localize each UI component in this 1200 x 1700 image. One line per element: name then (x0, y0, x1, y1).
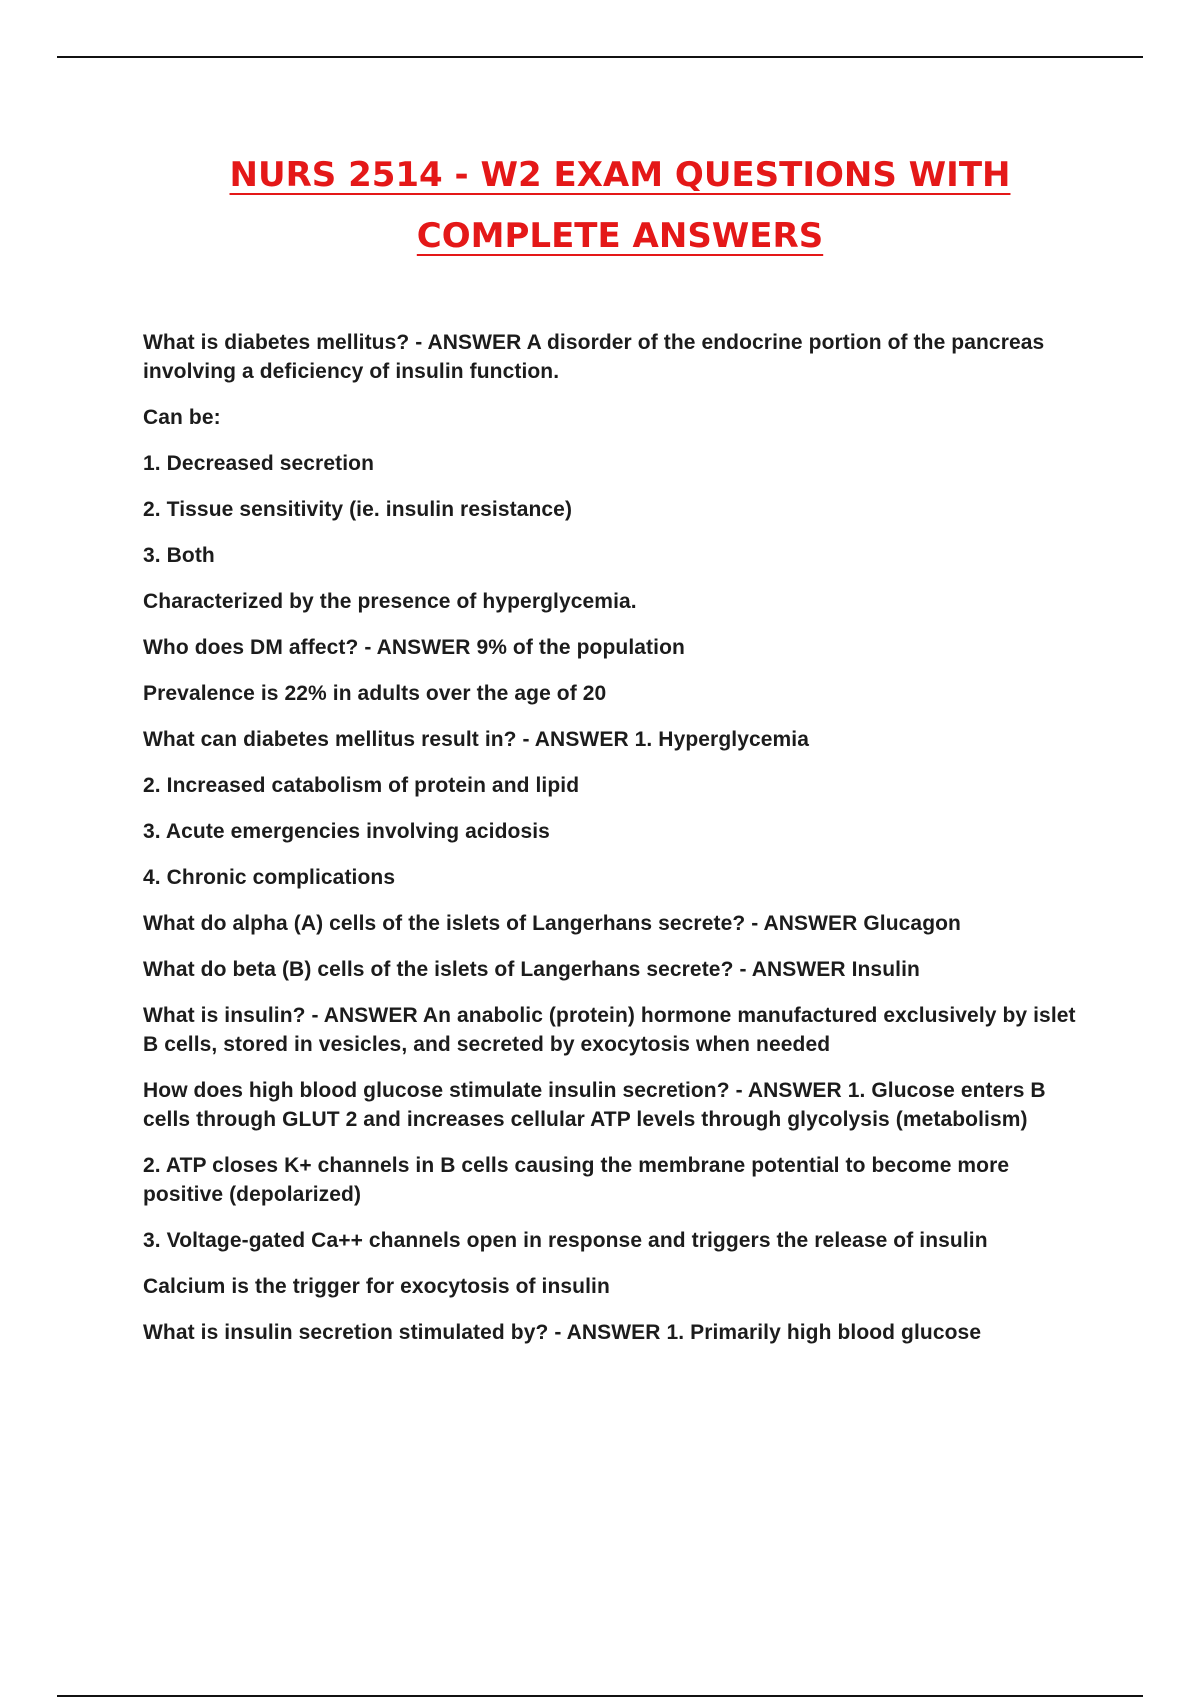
paragraph-characterized: Characterized by the presence of hyperglycemia. (143, 590, 637, 613)
paragraph-calcium-trigger: Calcium is the trigger for exocytosis of insulin (143, 1275, 610, 1298)
question-alpha-cells: What do alpha (A) cells of the islets of Langerhans secrete? - ANSWER Glucagon (143, 912, 961, 935)
question-beta-cells: What do beta (B) cells of the islets of Langerhans secrete? - ANSWER Insulin (143, 958, 920, 981)
list-item: 2. Increased catabolism of protein and lipid (143, 774, 580, 797)
title-line-1: NURS 2514 - W2 EXAM QUESTIONS WITH (229, 155, 1011, 195)
list-item: 1. Decreased secretion (143, 452, 374, 475)
question-glucose-stimulation: How does high blood glucose stimulate insulin secretion? - ANSWER 1. Glucose enters B cells through GLUT 2 and increases cellular ATP levels through glycolysis (metabolism) (143, 1079, 1046, 1131)
list-item: 3. Both (143, 544, 215, 567)
list-item: 4. Chronic complications (143, 866, 396, 889)
paragraph-prevalence: Prevalence is 22% in adults over the age of 20 (143, 682, 607, 705)
paragraph-can-be: Can be: (143, 406, 221, 429)
question-what-is-insulin: What is insulin? - ANSWER An anabolic (protein) hormone manufactured exclusively by islet B cells, stored in vesicles, and secreted by exocytosis when needed (143, 1004, 1076, 1056)
question-who-affected: Who does DM affect? - ANSWER 9% of the population (143, 636, 685, 659)
list-item: 2. Tissue sensitivity (ie. insulin resistance) (143, 498, 573, 521)
list-item: 2. ATP closes K+ channels in B cells causing the membrane potential to become more positive (depolarized) (143, 1154, 1010, 1206)
question-secretion-stimulated-by: What is insulin secretion stimulated by? - ANSWER 1. Primarily high blood glucose (143, 1321, 982, 1344)
document-body (143, 328, 1083, 1364)
bottom-divider (57, 1695, 1143, 1697)
title-line-2: COMPLETE ANSWERS (416, 216, 824, 256)
document-title (0, 145, 1200, 267)
list-item: 3. Acute emergencies involving acidosis (143, 820, 550, 843)
list-item: 3. Voltage-gated Ca++ channels open in response and triggers the release of insulin (143, 1229, 988, 1252)
question-result-in: What can diabetes mellitus result in? - ANSWER 1. Hyperglycemia (143, 728, 810, 751)
paragraph-diabetes-definition: What is diabetes mellitus? - ANSWER A disorder of the endocrine portion of the pancreas involving a deficiency of insulin function. (143, 331, 1045, 383)
top-divider (57, 56, 1143, 58)
